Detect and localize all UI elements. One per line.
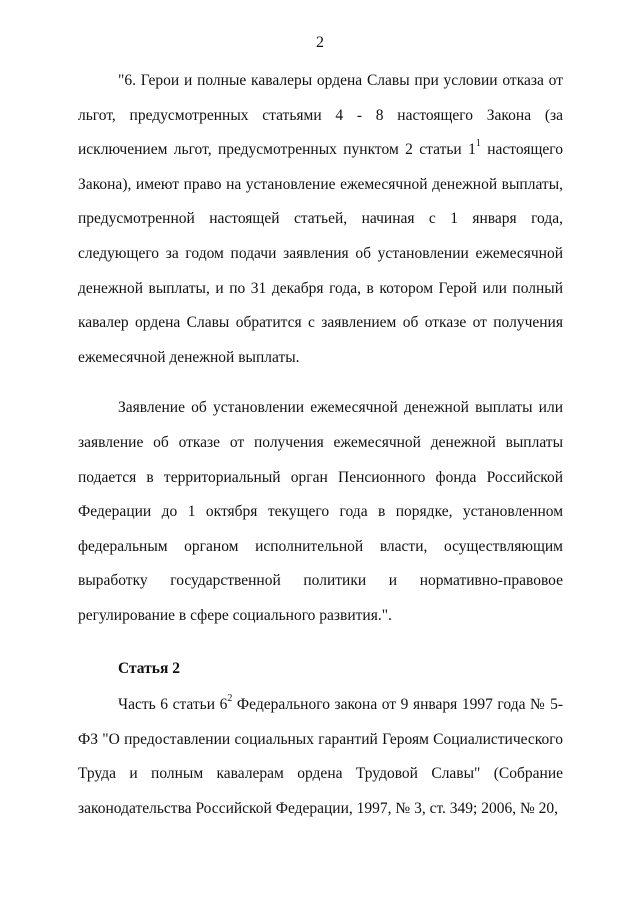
superscript-marker: 2	[227, 692, 233, 704]
paragraph-text: "6. Герои и полные кавалеры ордена Славы при условии отказа от льгот, предусмотренных статьями 4 - 8 настоящего Закона (за исключением льгот, предусмотренных пунктом 2 статьи 1	[78, 72, 563, 159]
article-heading: Статья 2	[118, 659, 180, 677]
paragraph-article-2	[78, 688, 563, 826]
paragraph-text: Часть 6 статьи 6	[118, 696, 228, 714]
paragraph-text: Федерального закона от 9 января 1997 года № 5-ФЗ "О предоставлении социальных гарантий Героям Социалистического Труда и полным кавалерам ордена Трудовой Славы" (Собрание законодательства Российской Федерации, 1997, № 3, ст. 349; 2006, № 20,	[78, 696, 563, 817]
document-body	[78, 64, 563, 826]
superscript-marker: 1	[475, 138, 481, 150]
paragraph-text: настоящего Закона), имеют право на установление ежемесячной денежной выплаты, предусмотренной настоящей статьей, начиная с 1 января года, следующего за годом подачи заявления об установлении ежемесячной денежной выплаты, и по 31 декабря года, в котором Герой или полный кавалер ордена Славы обратится с заявлением об отказе от получения ежемесячной денежной выплаты.	[78, 141, 563, 366]
page-number: 2	[316, 34, 324, 51]
paragraph-heroes-benefits	[78, 64, 563, 375]
paragraph-application: Заявление об установлении ежемесячной денежной выплаты или заявление об отказе от получения ежемесячной денежной выплаты подается в территориальный орган Пенсионного фонда Российской Федерации до 1 октября текущего года в порядке, установленном федеральным органом исполнительной власти, осуществляющим выработку государственной политики и нормативно-правовое регулирование в сфере социального развития.".	[78, 399, 563, 624]
